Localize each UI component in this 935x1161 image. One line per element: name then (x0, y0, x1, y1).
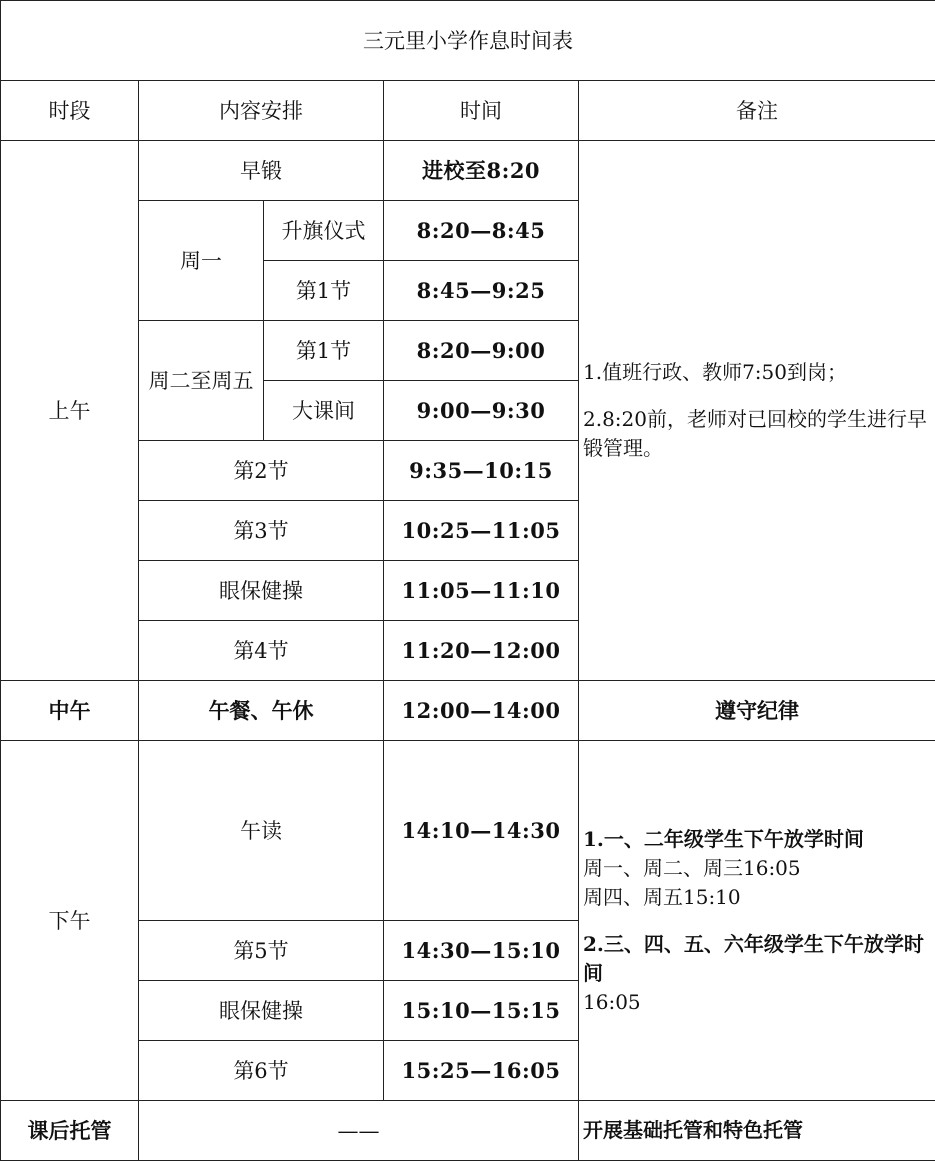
flag-ceremony-label: 升旗仪式 (264, 201, 384, 261)
big-break-time: 9:00—9:30 (384, 381, 579, 441)
class2-time: 9:35—10:15 (384, 441, 579, 501)
tue-fri-class1-time: 8:20—9:00 (384, 321, 579, 381)
afternoon-note-1-line1: 周一、周二、周三16:05 (583, 855, 801, 880)
table-title: 三元里小学作息时间表 (1, 1, 935, 81)
class2-label: 第2节 (139, 441, 384, 501)
noon-time: 12:00—14:00 (384, 681, 579, 741)
noon-reading-time: 14:10—14:30 (384, 741, 579, 921)
header-period: 时段 (1, 81, 139, 141)
class3-time: 10:25—11:05 (384, 501, 579, 561)
header-notes: 备注 (579, 81, 935, 141)
morning-eye-exercise-time: 11:05—11:10 (384, 561, 579, 621)
period-morning: 上午 (1, 141, 139, 681)
class6-time: 15:25—16:05 (384, 1041, 579, 1101)
morning-note-2: 2.8:20前，老师对已回校的学生进行早锻管理。 (583, 407, 927, 460)
tue-fri-class1-label: 第1节 (264, 321, 384, 381)
afternoon-eye-exercise-label: 眼保健操 (139, 981, 384, 1041)
morning-exercise-time: 进校至8:20 (384, 141, 579, 201)
afternoon-eye-exercise-time: 15:10—15:15 (384, 981, 579, 1041)
period-afternoon: 下午 (1, 741, 139, 1101)
class3-label: 第3节 (139, 501, 384, 561)
class5-label: 第5节 (139, 921, 384, 981)
afternoon-note-1-heading: 1.一、二年级学生下午放学时间 (583, 826, 864, 851)
class5-time: 14:30—15:10 (384, 921, 579, 981)
class4-label: 第4节 (139, 621, 384, 681)
header-time: 时间 (384, 81, 579, 141)
morning-note-1: 1.值班行政、教师7:50到岗； (583, 360, 847, 384)
noon-note: 遵守纪律 (579, 681, 935, 741)
noon-content: 午餐、午休 (139, 681, 384, 741)
tue-fri-label: 周二至周五 (139, 321, 264, 441)
afternoon-note-1-line2: 周四、周五15:10 (583, 884, 741, 909)
aftercare-note: 开展基础托管和特色托管 (579, 1101, 935, 1161)
aftercare-content: —— (139, 1101, 579, 1161)
afternoon-note-2-line1: 16:05 (583, 989, 641, 1014)
class4-time: 11:20—12:00 (384, 621, 579, 681)
noon-reading-label: 午读 (139, 741, 384, 921)
morning-notes (579, 141, 935, 681)
big-break-label: 大课间 (264, 381, 384, 441)
header-content: 内容安排 (139, 81, 384, 141)
monday-class1-time: 8:45—9:25 (384, 261, 579, 321)
period-noon: 中午 (1, 681, 139, 741)
monday-class1-label: 第1节 (264, 261, 384, 321)
period-aftercare: 课后托管 (1, 1101, 139, 1161)
afternoon-notes (579, 741, 935, 1101)
morning-eye-exercise-label: 眼保健操 (139, 561, 384, 621)
monday-label: 周一 (139, 201, 264, 321)
flag-ceremony-time: 8:20—8:45 (384, 201, 579, 261)
morning-exercise-label: 早锻 (139, 141, 384, 201)
afternoon-note-2-heading: 2.三、四、五、六年级学生下午放学时间 (583, 931, 924, 985)
class6-label: 第6节 (139, 1041, 384, 1101)
